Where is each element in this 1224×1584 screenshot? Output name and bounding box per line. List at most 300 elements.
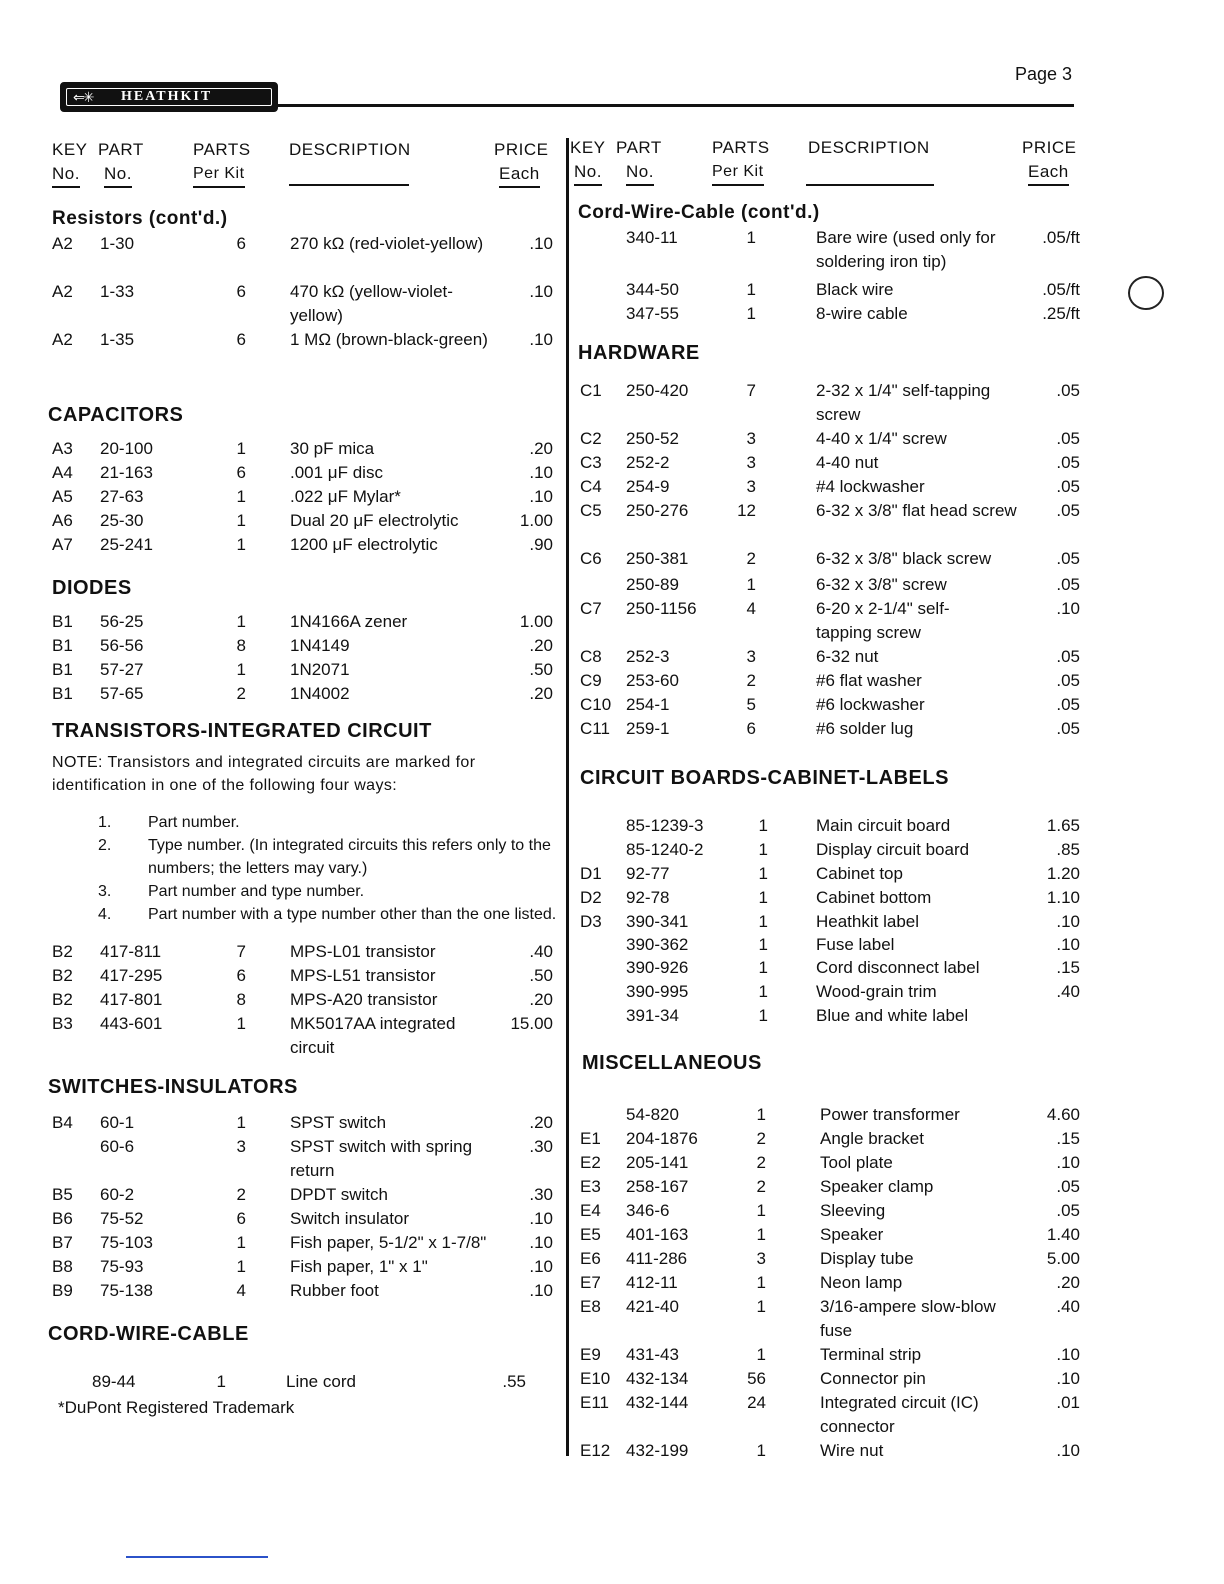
part-no: 411-286 bbox=[626, 1249, 688, 1268]
part-no: 25-241 bbox=[100, 535, 153, 554]
description: 1N4166A zener bbox=[290, 612, 408, 631]
table-row bbox=[576, 1004, 1086, 1028]
table-row bbox=[48, 280, 558, 328]
description: Blue and white label bbox=[816, 1006, 969, 1025]
part-no: 390-995 bbox=[626, 982, 689, 1001]
table-row bbox=[576, 1199, 1086, 1223]
price: .05 bbox=[1056, 549, 1080, 568]
section-misc bbox=[576, 1052, 1086, 1463]
list-number: 2. bbox=[98, 837, 112, 854]
price: .10 bbox=[1056, 912, 1080, 931]
qty: 1 bbox=[746, 280, 756, 299]
table-row bbox=[576, 1367, 1086, 1391]
price: .55 bbox=[502, 1372, 526, 1391]
key-no: D2 bbox=[580, 888, 602, 907]
qty: 1 bbox=[746, 304, 756, 323]
price: .05 bbox=[1056, 671, 1080, 690]
qty: 2 bbox=[756, 1153, 766, 1172]
key-no: A2 bbox=[52, 282, 73, 301]
description: Dual 20 μF electrolytic bbox=[290, 511, 459, 530]
table-row bbox=[576, 1223, 1086, 1247]
part-no: 75-93 bbox=[100, 1257, 144, 1276]
hdr-key: KEY bbox=[570, 138, 606, 157]
qty: 1 bbox=[236, 612, 246, 631]
qty: 1 bbox=[236, 487, 246, 506]
brand-name: HEATHKIT bbox=[121, 89, 213, 104]
description: DPDT switch bbox=[290, 1185, 388, 1204]
part-no: 1-30 bbox=[100, 234, 135, 253]
qty: 1 bbox=[758, 840, 768, 859]
description: Cabinet bottom bbox=[816, 888, 932, 907]
price: .20 bbox=[529, 636, 553, 655]
price: .40 bbox=[1056, 1297, 1080, 1316]
key-no: B9 bbox=[52, 1281, 73, 1300]
hdr-each: Each bbox=[1028, 160, 1069, 186]
price: .05/ft bbox=[1042, 280, 1080, 299]
qty: 1 bbox=[758, 888, 768, 907]
table-row bbox=[576, 1127, 1086, 1151]
price: .15 bbox=[1056, 1129, 1080, 1148]
price: .01 bbox=[1056, 1393, 1080, 1412]
part-no: 92-78 bbox=[626, 888, 670, 907]
description: Cabinet top bbox=[816, 864, 903, 883]
price: .20 bbox=[529, 990, 553, 1009]
key-no: B3 bbox=[52, 1014, 73, 1033]
table-row bbox=[48, 1183, 558, 1207]
section-title: Resistors (cont'd.) bbox=[52, 208, 228, 229]
note-text: NOTE: Transistors and integrated circuits are marked for identification in one of the following four ways: bbox=[52, 754, 476, 794]
qty: 1 bbox=[758, 982, 768, 1001]
qty: 1 bbox=[236, 1233, 246, 1252]
price: .50 bbox=[529, 966, 553, 985]
qty: 1 bbox=[756, 1105, 766, 1124]
footnote: *DuPont Registered Trademark bbox=[58, 1398, 295, 1417]
key-no: E5 bbox=[580, 1225, 601, 1244]
table-row bbox=[48, 682, 558, 706]
part-no: 390-341 bbox=[626, 912, 689, 931]
part-no: 54-820 bbox=[626, 1105, 679, 1124]
description: Main circuit board bbox=[816, 816, 951, 835]
table-row bbox=[48, 634, 558, 658]
part-no: 205-141 bbox=[626, 1153, 689, 1172]
description: 1N2071 bbox=[290, 660, 350, 679]
hdr-part-no: No. bbox=[104, 162, 132, 188]
price: .10 bbox=[1056, 1153, 1080, 1172]
description: Line cord bbox=[286, 1372, 356, 1391]
qty: 7 bbox=[746, 381, 756, 400]
list-number: 4. bbox=[98, 906, 112, 923]
price: .10 bbox=[529, 282, 553, 301]
part-no: 250-52 bbox=[626, 429, 679, 448]
description: 4-40 x 1/4" screw bbox=[816, 429, 947, 448]
price: .20 bbox=[1056, 1273, 1080, 1292]
part-no: 252-3 bbox=[626, 647, 670, 666]
key-no: C9 bbox=[580, 671, 602, 690]
marking-list bbox=[48, 811, 558, 926]
table-row bbox=[48, 1135, 558, 1183]
table-row bbox=[48, 1012, 558, 1060]
key-no: C4 bbox=[580, 477, 602, 496]
description: 4-40 nut bbox=[816, 453, 879, 472]
qty: 3 bbox=[746, 647, 756, 666]
section-title: CAPACITORS bbox=[48, 404, 184, 426]
price: .20 bbox=[529, 684, 553, 703]
qty: 8 bbox=[236, 636, 246, 655]
table-row bbox=[576, 302, 1086, 326]
price: .05 bbox=[1056, 647, 1080, 666]
key-no: C5 bbox=[580, 501, 602, 520]
part-no: 344-50 bbox=[626, 280, 679, 299]
section-title: CIRCUIT BOARDS-CABINET-LABELS bbox=[580, 767, 949, 789]
table-row bbox=[576, 226, 1086, 278]
description: #4 lockwasher bbox=[816, 477, 925, 496]
table-row bbox=[48, 1370, 558, 1394]
qty: 1 bbox=[236, 511, 246, 530]
description: Black wire bbox=[816, 280, 894, 299]
description: 270 kΩ (red-violet-yellow) bbox=[290, 234, 484, 253]
qty: 6 bbox=[236, 966, 246, 985]
key-no: B1 bbox=[52, 684, 73, 703]
qty: 24 bbox=[747, 1393, 766, 1412]
part-no: 75-138 bbox=[100, 1281, 153, 1300]
qty: 2 bbox=[746, 671, 756, 690]
part-no: 60-2 bbox=[100, 1185, 135, 1204]
table-row bbox=[576, 838, 1086, 862]
key-no: E7 bbox=[580, 1273, 601, 1292]
description: 2-32 x 1/4" self-tapping screw bbox=[816, 381, 991, 424]
table-row bbox=[48, 1279, 558, 1303]
part-no: 401-163 bbox=[626, 1225, 689, 1244]
key-no: C1 bbox=[580, 381, 602, 400]
qty: 12 bbox=[737, 501, 756, 520]
qty: 1 bbox=[236, 1014, 246, 1033]
description: Switch insulator bbox=[290, 1209, 410, 1228]
description: Display tube bbox=[820, 1249, 914, 1268]
section-diodes bbox=[48, 577, 558, 706]
description: Connector pin bbox=[820, 1369, 926, 1388]
price: 1.40 bbox=[1046, 1225, 1080, 1244]
qty: 1 bbox=[746, 575, 756, 594]
qty: 1 bbox=[236, 660, 246, 679]
key-no: E12 bbox=[580, 1441, 611, 1460]
table-row bbox=[576, 278, 1086, 302]
part-no: 250-420 bbox=[626, 381, 689, 400]
price: .05 bbox=[1056, 695, 1080, 714]
description: Angle bracket bbox=[820, 1129, 924, 1148]
list-number: 3. bbox=[98, 883, 112, 900]
table-row bbox=[576, 1295, 1086, 1343]
table-row bbox=[576, 956, 1086, 980]
key-no: E1 bbox=[580, 1129, 601, 1148]
price: .50 bbox=[529, 660, 553, 679]
part-no: 89-44 bbox=[92, 1372, 136, 1391]
section-title: Cord-Wire-Cable (cont'd.) bbox=[578, 202, 820, 223]
key-no: B1 bbox=[52, 612, 73, 631]
key-no: E9 bbox=[580, 1345, 601, 1364]
section-cord-cont bbox=[576, 202, 1086, 326]
part-no: 259-1 bbox=[626, 719, 670, 738]
description: Display circuit board bbox=[816, 840, 970, 859]
qty: 1 bbox=[758, 864, 768, 883]
price: .40 bbox=[1056, 982, 1080, 1001]
page-number: Page 3 bbox=[1015, 64, 1073, 84]
description: Fish paper, 1" x 1" bbox=[290, 1257, 428, 1276]
price: .10 bbox=[529, 330, 553, 349]
price: .10 bbox=[1056, 1369, 1080, 1388]
qty: 2 bbox=[756, 1177, 766, 1196]
description: Terminal strip bbox=[820, 1345, 922, 1364]
header-rule bbox=[276, 104, 1074, 107]
description: Sleeving bbox=[820, 1201, 886, 1220]
key-no: C7 bbox=[580, 599, 602, 618]
price: .85 bbox=[1056, 840, 1080, 859]
part-no: 92-77 bbox=[626, 864, 670, 883]
part-no: 390-362 bbox=[626, 935, 689, 954]
hdr-key: KEY bbox=[52, 140, 88, 159]
hdr-desc-rule bbox=[806, 162, 934, 186]
price: 5.00 bbox=[1046, 1249, 1080, 1268]
table-row bbox=[48, 328, 558, 376]
description: 1N4002 bbox=[290, 684, 350, 703]
qty: 5 bbox=[746, 695, 756, 714]
key-no: C10 bbox=[580, 695, 612, 714]
description: 6-20 x 2-1/4" self-tapping screw bbox=[816, 599, 950, 642]
key-no: C11 bbox=[580, 719, 610, 738]
key-no: E6 bbox=[580, 1249, 601, 1268]
table-row bbox=[576, 693, 1086, 717]
table-row bbox=[576, 862, 1086, 886]
list-number: 1. bbox=[98, 814, 112, 831]
part-no: 250-89 bbox=[626, 575, 679, 594]
key-no: A2 bbox=[52, 234, 73, 253]
qty: 2 bbox=[236, 1185, 246, 1204]
part-no: 204-1876 bbox=[626, 1129, 698, 1148]
description: Cord disconnect label bbox=[816, 958, 980, 977]
qty: 1 bbox=[236, 439, 246, 458]
key-no: B1 bbox=[52, 636, 73, 655]
table-row bbox=[48, 610, 558, 634]
part-no: 60-6 bbox=[100, 1137, 135, 1156]
table-row bbox=[576, 717, 1086, 741]
price: .10 bbox=[529, 487, 553, 506]
price: .90 bbox=[529, 535, 553, 554]
part-no: 431-43 bbox=[626, 1345, 679, 1364]
table-row bbox=[576, 1343, 1086, 1367]
description: MK5017AA integrated circuit bbox=[290, 1014, 456, 1057]
section-switches bbox=[48, 1076, 558, 1303]
key-no: C2 bbox=[580, 429, 602, 448]
section-hardware bbox=[576, 342, 1086, 741]
price: 1.10 bbox=[1046, 888, 1080, 907]
part-no: 85-1239-3 bbox=[626, 816, 704, 835]
qty: 6 bbox=[236, 234, 246, 253]
table-row bbox=[48, 1207, 558, 1231]
part-no: 60-1 bbox=[100, 1113, 135, 1132]
qty: 1 bbox=[756, 1201, 766, 1220]
part-no: 390-926 bbox=[626, 958, 689, 977]
section-resistors bbox=[48, 208, 558, 376]
qty: 1 bbox=[756, 1345, 766, 1364]
hdr-part-no: No. bbox=[626, 160, 654, 186]
section-title: TRANSISTORS-INTEGRATED CIRCUIT bbox=[52, 720, 432, 742]
qty: 2 bbox=[756, 1129, 766, 1148]
hdr-per-kit: Per Kit bbox=[193, 162, 245, 188]
section-title: SWITCHES-INSULATORS bbox=[48, 1076, 298, 1098]
list-item: Type number. (In integrated circuits this refers only to the numbers; the letters may vary.) bbox=[148, 837, 551, 877]
description: .022 μF Mylar* bbox=[290, 487, 401, 506]
price: .10 bbox=[529, 1281, 553, 1300]
qty: 3 bbox=[236, 1137, 246, 1156]
part-no: 250-1156 bbox=[626, 599, 697, 618]
qty: 1 bbox=[758, 1006, 768, 1025]
description: MPS-A20 transistor bbox=[290, 990, 438, 1009]
section-transistors bbox=[48, 720, 558, 1060]
price: .05 bbox=[1056, 501, 1080, 520]
price: .25/ft bbox=[1042, 304, 1080, 323]
part-no: 252-2 bbox=[626, 453, 670, 472]
part-no: 250-381 bbox=[626, 549, 689, 568]
price: .05 bbox=[1056, 1177, 1080, 1196]
key-no: B2 bbox=[52, 990, 73, 1009]
qty: 6 bbox=[236, 330, 246, 349]
qty: 3 bbox=[756, 1249, 766, 1268]
table-row bbox=[576, 573, 1086, 597]
part-no: 347-55 bbox=[626, 304, 679, 323]
column-header bbox=[48, 138, 558, 208]
qty: 1 bbox=[236, 1257, 246, 1276]
table-row bbox=[48, 940, 558, 964]
table-row bbox=[576, 814, 1086, 838]
price: .10 bbox=[1056, 1345, 1080, 1364]
table-row bbox=[48, 658, 558, 682]
hdr-price: PRICE bbox=[1022, 138, 1077, 157]
table-row bbox=[576, 427, 1086, 451]
part-no: 250-276 bbox=[626, 501, 689, 520]
table-row bbox=[48, 509, 558, 533]
table-row bbox=[48, 437, 558, 461]
section-boards bbox=[576, 767, 1086, 1028]
price: .05 bbox=[1056, 575, 1080, 594]
price: 15.00 bbox=[510, 1014, 553, 1033]
part-no: 56-56 bbox=[100, 636, 144, 655]
hdr-description: DESCRIPTION bbox=[808, 138, 930, 157]
part-no: 56-25 bbox=[100, 612, 144, 631]
part-no: 57-65 bbox=[100, 684, 144, 703]
description: 1N4149 bbox=[290, 636, 350, 655]
qty: 1 bbox=[756, 1225, 766, 1244]
table-row bbox=[576, 379, 1086, 427]
description: Wood-grain trim bbox=[816, 982, 937, 1001]
table-row bbox=[576, 1439, 1086, 1463]
table-row bbox=[48, 1111, 558, 1135]
price: .15 bbox=[1056, 958, 1080, 977]
part-no: 346-6 bbox=[626, 1201, 670, 1220]
bottom-mark bbox=[126, 1556, 268, 1558]
table-row bbox=[48, 964, 558, 988]
key-no: E2 bbox=[580, 1153, 601, 1172]
section-title: HARDWARE bbox=[578, 342, 700, 364]
part-no: 421-40 bbox=[626, 1297, 679, 1316]
key-no: A6 bbox=[52, 511, 73, 530]
key-no: D3 bbox=[580, 912, 602, 931]
table-row bbox=[48, 533, 558, 557]
key-no: B1 bbox=[52, 660, 73, 679]
key-no: A3 bbox=[52, 439, 73, 458]
description: 6-32 x 3/8" flat head screw bbox=[816, 501, 1017, 520]
part-no: 25-30 bbox=[100, 511, 144, 530]
qty: 3 bbox=[746, 477, 756, 496]
table-row bbox=[576, 475, 1086, 499]
description: #6 flat washer bbox=[816, 671, 922, 690]
key-no: E4 bbox=[580, 1201, 601, 1220]
table-row bbox=[576, 645, 1086, 669]
hdr-part: PART bbox=[98, 140, 144, 159]
hdr-desc-rule bbox=[289, 164, 409, 186]
price: 1.00 bbox=[519, 511, 553, 530]
hdr-part: PART bbox=[616, 138, 662, 157]
table-row bbox=[48, 461, 558, 485]
description: 1200 μF electrolytic bbox=[290, 535, 438, 554]
key-no: A4 bbox=[52, 463, 73, 482]
qty: 3 bbox=[746, 429, 756, 448]
price: .10 bbox=[529, 1257, 553, 1276]
column-divider bbox=[566, 138, 569, 1456]
qty: 1 bbox=[756, 1273, 766, 1292]
description: Bare wire (used only for soldering iron tip) bbox=[816, 228, 996, 271]
column-header bbox=[570, 138, 1086, 208]
qty: 1 bbox=[746, 228, 756, 247]
hdr-parts: PARTS bbox=[193, 140, 251, 159]
hdr-price: PRICE bbox=[494, 140, 549, 159]
price: .10 bbox=[1056, 935, 1080, 954]
part-no: 85-1240-2 bbox=[626, 840, 704, 859]
qty: 6 bbox=[236, 1209, 246, 1228]
qty: 6 bbox=[236, 282, 246, 301]
qty: 1 bbox=[758, 958, 768, 977]
price: .30 bbox=[529, 1137, 553, 1156]
heathkit-emblem-icon: ⇐✳ bbox=[73, 88, 93, 105]
part-no: 75-103 bbox=[100, 1233, 153, 1252]
description: #6 solder lug bbox=[816, 719, 914, 738]
description: 6-32 x 3/8" screw bbox=[816, 575, 947, 594]
table-row bbox=[576, 1247, 1086, 1271]
key-no: B7 bbox=[52, 1233, 73, 1252]
table-row bbox=[48, 988, 558, 1012]
part-no: 417-801 bbox=[100, 990, 163, 1009]
key-no: C8 bbox=[580, 647, 602, 666]
price: .20 bbox=[529, 1113, 553, 1132]
table-row bbox=[576, 1151, 1086, 1175]
qty: 2 bbox=[746, 549, 756, 568]
description: Power transformer bbox=[820, 1105, 960, 1124]
key-no: B4 bbox=[52, 1113, 73, 1132]
key-no: A5 bbox=[52, 487, 73, 506]
hdr-per-kit: Per Kit bbox=[712, 160, 764, 186]
qty: 4 bbox=[236, 1281, 246, 1300]
part-no: 432-144 bbox=[626, 1393, 689, 1412]
part-no: 417-295 bbox=[100, 966, 163, 985]
description: SPST switch with spring return bbox=[290, 1137, 473, 1180]
part-no: 1-35 bbox=[100, 330, 135, 349]
price: .10 bbox=[529, 1233, 553, 1252]
part-no: 57-27 bbox=[100, 660, 144, 679]
qty: 1 bbox=[758, 935, 768, 954]
part-no: 20-100 bbox=[100, 439, 153, 458]
description: SPST switch bbox=[290, 1113, 387, 1132]
key-no: B5 bbox=[52, 1185, 73, 1204]
key-no: A2 bbox=[52, 330, 73, 349]
part-no: 417-811 bbox=[100, 942, 162, 961]
